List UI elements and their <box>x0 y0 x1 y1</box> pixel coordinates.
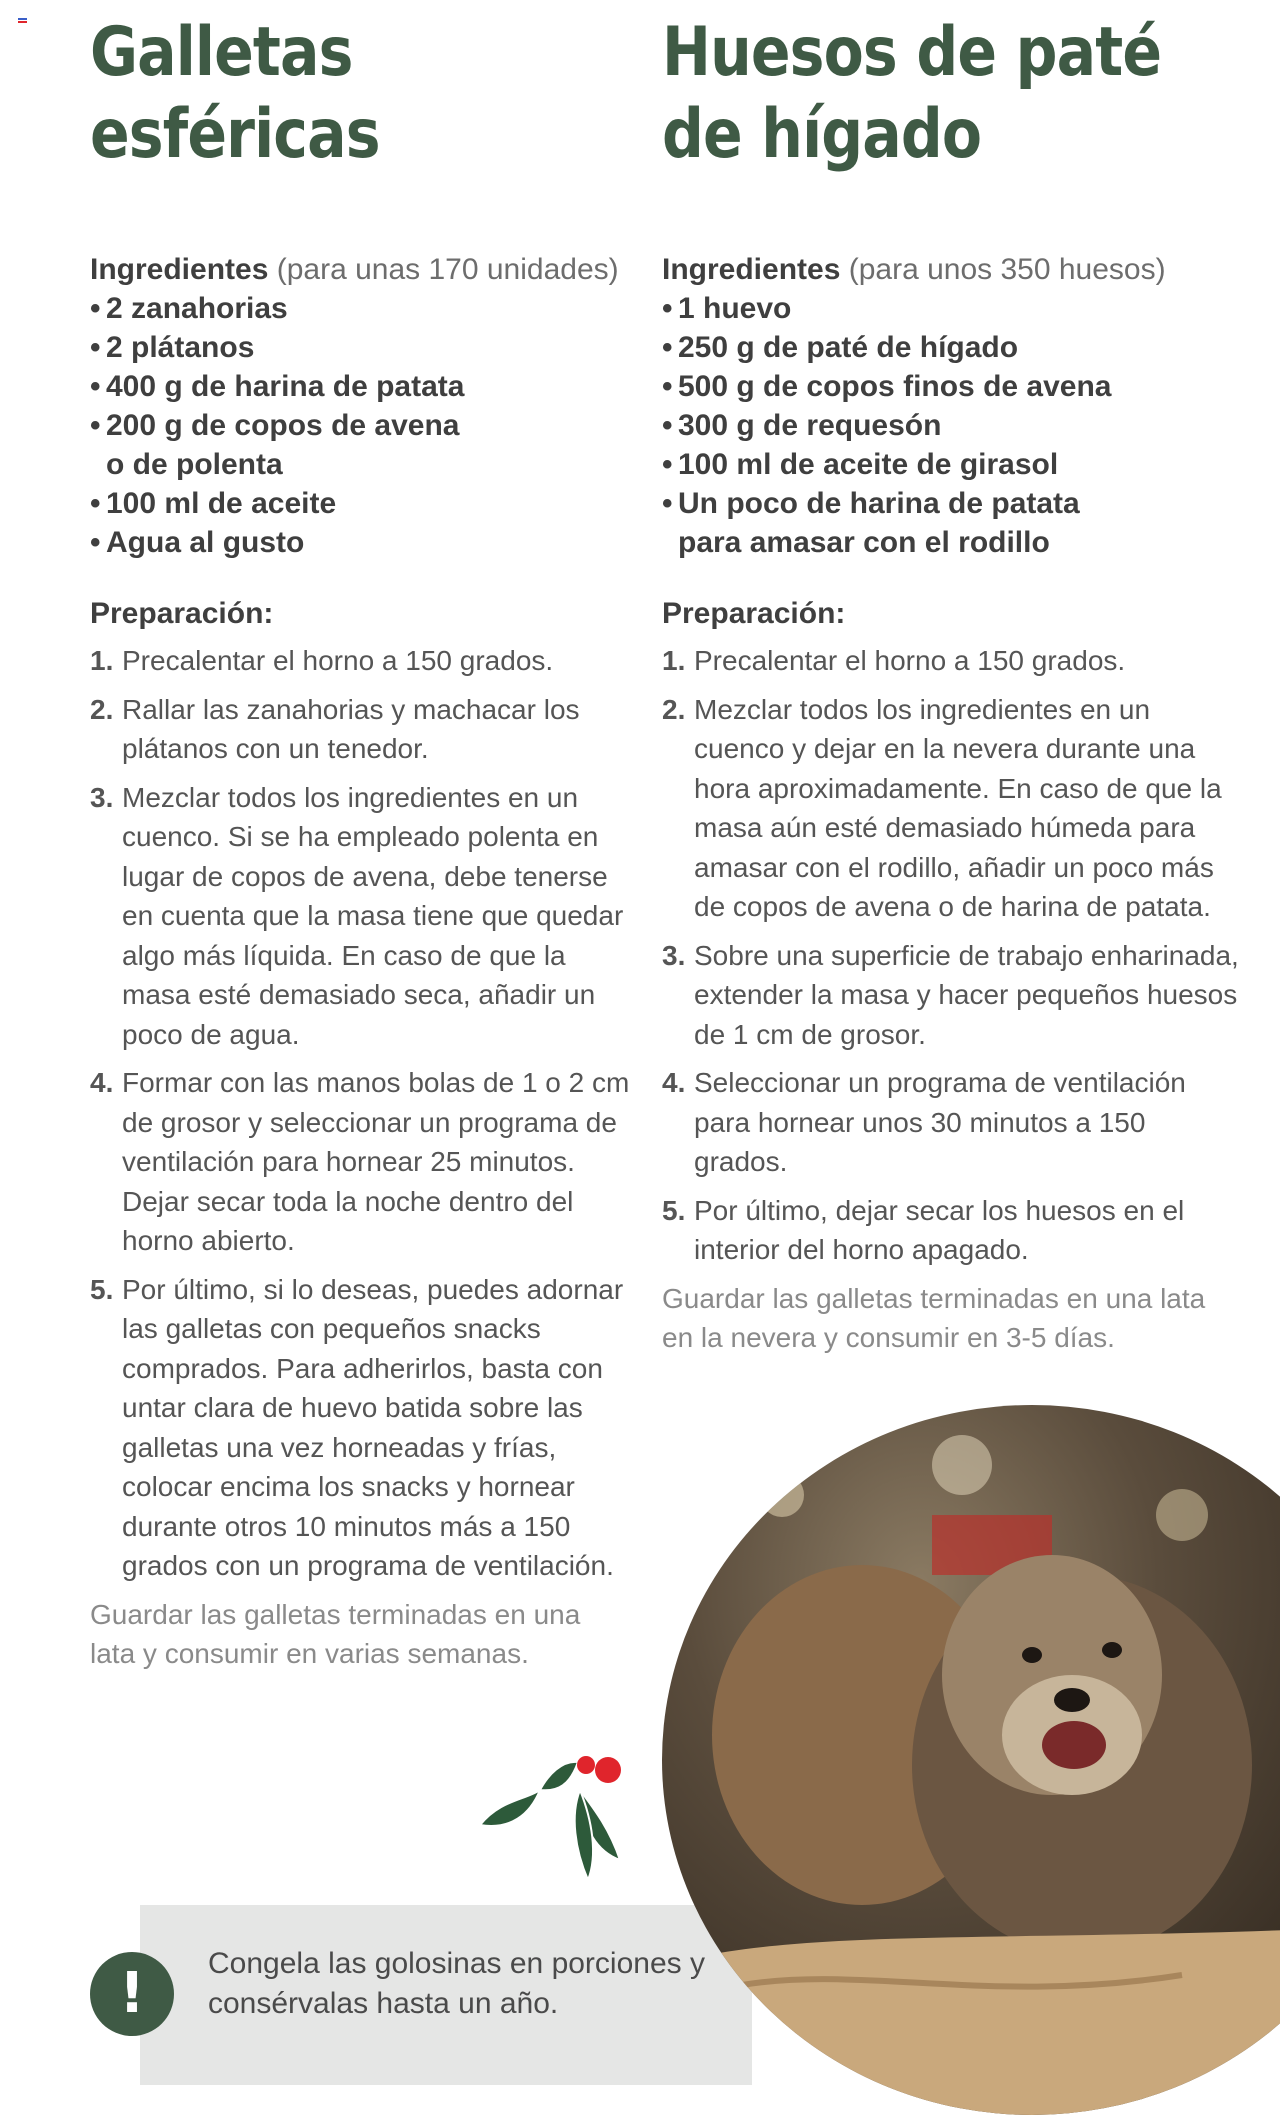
holly-berry <box>577 1756 595 1774</box>
ingredient-item: • 300 g de requesón <box>662 406 1242 445</box>
step-item <box>90 778 630 1055</box>
step-number: 1. <box>662 645 686 676</box>
recipe-title <box>662 12 1161 176</box>
ingredient-continuation: o de polenta <box>106 448 283 481</box>
dog-photo <box>662 1405 1280 2115</box>
ingredient-item: • 250 g de paté de hígado <box>662 328 1242 367</box>
holly-icon <box>470 1730 650 1890</box>
step-item <box>662 641 1242 681</box>
ingredient-item <box>662 484 1242 562</box>
step-item <box>662 936 1242 1055</box>
ingredient-item: • 2 zanahorias <box>90 289 630 328</box>
step-number: 1. <box>90 645 114 676</box>
preparation-heading: Preparación: <box>90 597 274 630</box>
step-item <box>90 1063 630 1261</box>
step-text: Por último, dejar secar los huesos en el interior del horno apagado. <box>694 1194 1185 1265</box>
step-text: Precalentar el horno a 150 grados. <box>122 645 554 676</box>
step-item <box>662 690 1242 927</box>
step-number: 5. <box>662 1194 686 1226</box>
step-item <box>90 1270 630 1586</box>
tip-text: Congela las golosinas en porciones y consérvalas hasta un año. <box>208 1947 705 2020</box>
step-text: Formar con las manos bolas de 1 o 2 cm de grosor y seleccionar un programa de ventilación para hornear 25 minutos. Dejar secar toda la noche dentro del horno abierto. <box>122 1067 630 1256</box>
step-number: 4. <box>662 1067 686 1098</box>
ingredient-text: Un poco de harina de patata <box>678 487 1080 520</box>
ingredients-heading <box>90 250 630 289</box>
storage-note: Guardar las galletas terminadas en una lata en la nevera y consumir en 3-5 días. <box>662 1282 1206 1353</box>
title-line-1: Galletas <box>90 13 353 92</box>
step-number: 2. <box>662 693 686 725</box>
ingredient-text: 200 g de copos de avena <box>106 409 460 442</box>
title-line-2: de hígado <box>662 95 982 174</box>
ingredients-note: (para unos 350 huesos) <box>848 253 1166 286</box>
ingredient-item <box>90 406 630 484</box>
ingredients-list <box>662 289 1242 562</box>
step-text: Seleccionar un programa de ventilación para hornear unos 30 minutos a 150 grados. <box>694 1067 1186 1177</box>
ingredient-continuation: para amasar con el rodillo <box>678 526 1050 559</box>
ingredient-item: • 100 ml de aceite de girasol <box>662 445 1242 484</box>
step-number: 3. <box>90 781 114 813</box>
step-text: Precalentar el horno a 150 grados. <box>694 645 1126 676</box>
step-text: Por último, si lo deseas, puedes adornar las galletas con pequeños snacks comprados. Para adherirlos, basta con untar clara de huevo batida sobre las galletas una vez horneadas y frías, colocar encima los snacks y hornear durante otros 10 minutos más a 150 grados con un programa de ventilación. <box>122 1273 624 1581</box>
step-text: Mezclar todos los ingredientes en un cuenco. Si se ha empleado polenta en lugar de copos de avena, debe tenerse en cuenta que la masa tiene que quedar algo más líquida. En caso de que la masa esté demasiado seca, añadir un poco de agua. <box>122 781 624 1050</box>
ingredients-label: Ingredientes <box>662 253 841 286</box>
step-item <box>90 690 630 769</box>
holly-berry <box>595 1757 621 1783</box>
ingredient-item: • Agua al gusto <box>90 523 630 562</box>
recipe-title <box>90 12 380 176</box>
step-number: 3. <box>662 939 686 971</box>
ingredient-item: • 400 g de harina de patata <box>90 367 630 406</box>
step-number: 4. <box>90 1067 114 1098</box>
steps-list <box>90 641 630 1586</box>
ingredient-item: • 2 plátanos <box>90 328 630 367</box>
holly-leaf <box>540 1762 578 1791</box>
exclamation-icon: ! <box>90 1952 174 2036</box>
title-line-2: esféricas <box>90 95 380 174</box>
ingredients-label: Ingredientes <box>90 253 269 286</box>
ingredients-note: (para unas 170 unidades) <box>276 253 619 286</box>
step-number: 2. <box>90 693 114 725</box>
step-item <box>662 1063 1242 1182</box>
flag-icon <box>18 18 27 25</box>
step-item <box>662 1191 1242 1270</box>
dog-illustration <box>662 1405 1280 2115</box>
steps-list <box>662 641 1242 1270</box>
ingredient-item: • 1 huevo <box>662 289 1242 328</box>
ingredients-list <box>90 289 630 562</box>
step-number: 5. <box>90 1273 114 1305</box>
step-text: Sobre una superficie de trabajo enharinada, extender la masa y hacer pequeños huesos de 1 cm de grosor. <box>694 939 1239 1050</box>
step-text: Mezclar todos los ingredientes en un cuenco y dejar en la nevera durante una hora aproximadamente. En caso de que la masa aún esté demasiado húmeda para amasar con el rodillo, añadir un poco más de copos de avena o de harina de patata. <box>694 693 1222 922</box>
ingredient-item: • 500 g de copos finos de avena <box>662 367 1242 406</box>
holly-leaf <box>480 1790 540 1826</box>
title-line-1: Huesos de paté <box>662 13 1162 92</box>
step-text: Rallar las zanahorias y machacar los plátanos con un tenedor. <box>122 693 580 764</box>
step-item <box>90 641 630 681</box>
storage-note: Guardar las galletas terminadas en una lata y consumir en varias semanas. <box>90 1598 581 1669</box>
ingredient-item: • 100 ml de aceite <box>90 484 630 523</box>
ingredients-heading <box>662 250 1242 289</box>
preparation-heading: Preparación: <box>662 597 846 630</box>
